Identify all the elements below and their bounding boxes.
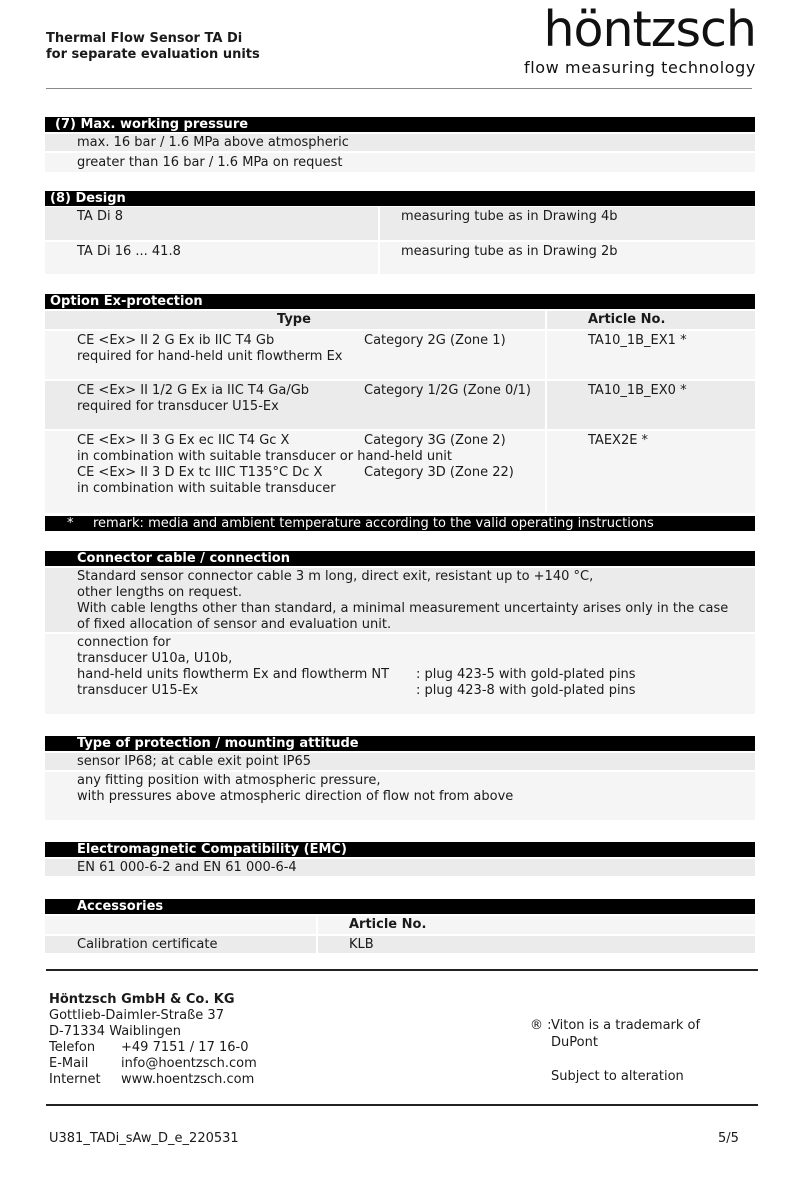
- header-divider: [46, 88, 752, 89]
- ex-row-3-note-dust: in combination with suitable transducer: [77, 481, 336, 496]
- protection-row-2-line2: with pressures above atmospheric direction of flow not from above: [77, 789, 514, 804]
- ex-row-2-note: required for transducer U15-Ex: [77, 399, 279, 414]
- footer-city: D-71334 Waiblingen: [49, 1024, 181, 1039]
- ex-row-3: [45, 431, 755, 513]
- protection-heading-text: Type of protection / mounting attitude: [77, 736, 359, 751]
- ex-row-2-category: Category 1/2G (Zone 0/1): [364, 383, 531, 398]
- design-row-2-model: TA Di 16 ... 41.8: [77, 244, 181, 259]
- pressure-row-1: [45, 134, 755, 151]
- column-divider: [378, 207, 380, 240]
- ex-remark-bar: [45, 516, 755, 531]
- ex-row-3-marking-dust: CE <Ex> II 3 D Ex tc IIIC T135°C Dc X: [77, 465, 323, 480]
- ex-row-2-article: TA10_1B_EX0 *: [588, 383, 687, 398]
- column-divider: [316, 916, 318, 934]
- column-divider: [545, 331, 547, 379]
- design-row-2-desc: measuring tube as in Drawing 2b: [401, 244, 618, 259]
- footer-web: www.hoentzsch.com: [121, 1072, 255, 1087]
- connector-heading-text: Connector cable / connection: [77, 551, 290, 566]
- remark-asterisk: *: [67, 516, 74, 531]
- ex-heading-text: Option Ex-protection: [50, 294, 203, 309]
- footer-divider-top: [46, 969, 758, 971]
- design-heading-text: (8) Design: [50, 191, 126, 206]
- section-heading-pressure: [45, 117, 755, 132]
- footer-web-label: Internet: [49, 1072, 101, 1087]
- pressure-row-2: [45, 153, 755, 172]
- accessories-header-row: [45, 916, 755, 934]
- column-divider: [316, 936, 318, 953]
- ex-row-1-note: required for hand-held unit flowtherm Ex: [77, 349, 343, 364]
- trademark-symbol: ® :: [530, 1018, 552, 1033]
- accessories-item: Calibration certificate: [77, 937, 218, 952]
- section-heading-connector: [45, 551, 755, 566]
- document-title: [46, 31, 260, 63]
- connector-p1-line2: other lengths on request.: [77, 585, 242, 600]
- emc-heading-text: Electromagnetic Compatibility (EMC): [77, 842, 347, 857]
- footer-divider-bottom: [46, 1104, 758, 1106]
- alteration-note: Subject to alteration: [551, 1069, 684, 1084]
- column-divider: [378, 242, 380, 274]
- ex-row-3-marking: CE <Ex> II 3 G Ex ec IIC T4 Gc X: [77, 433, 290, 448]
- footer-mail: info@hoentzsch.com: [121, 1056, 257, 1071]
- connector-p2-device-1: hand-held units flowtherm Ex and flowtherm NT: [77, 667, 390, 682]
- ex-row-1-article: TA10_1B_EX1 *: [588, 333, 687, 348]
- pressure-heading-text: (7) Max. working pressure: [55, 117, 249, 132]
- footer-street: Gottlieb-Daimler-Straße 37: [49, 1008, 224, 1023]
- footer-mail-label: E-Mail: [49, 1056, 89, 1071]
- document-id: U381_TADi_sAw_D_e_220531: [49, 1131, 239, 1146]
- column-divider: [545, 431, 547, 513]
- connector-row-1: [45, 568, 755, 632]
- connector-p2-line1: connection for: [77, 635, 171, 650]
- ex-row-2: [45, 381, 755, 429]
- accessories-heading-text: Accessories: [77, 899, 164, 914]
- design-row-2: [45, 242, 755, 274]
- trademark-line-1: Viton is a trademark of: [551, 1018, 701, 1033]
- ex-row-1: [45, 331, 755, 379]
- footer-company: Höntzsch GmbH & Co. KG: [49, 992, 235, 1007]
- section-heading-emc: [45, 842, 755, 857]
- ex-row-3-article: TAEX2E *: [588, 433, 649, 448]
- accessories-row: [45, 936, 755, 953]
- title-line-1: Thermal Flow Sensor TA Di: [46, 31, 243, 46]
- ex-row-3-note: in combination with suitable transducer or hand-held unit: [77, 449, 453, 464]
- section-heading-accessories: [45, 899, 755, 914]
- section-heading-ex-protection: [45, 294, 755, 309]
- ex-row-1-category: Category 2G (Zone 1): [364, 333, 506, 348]
- connector-p1-line4: of fixed allocation of sensor and evaluation unit.: [77, 617, 392, 632]
- design-row-1-desc: measuring tube as in Drawing 4b: [401, 209, 618, 224]
- column-divider: [545, 311, 547, 329]
- design-row-1: [45, 207, 755, 240]
- footer-tel-label: Telefon: [49, 1040, 96, 1055]
- ex-row-1-marking: CE <Ex> II 2 G Ex ib IIC T4 Gb: [77, 333, 275, 348]
- emc-row-text: EN 61 000-6-2 and EN 61 000-6-4: [77, 860, 297, 875]
- company-logo: [524, 1, 756, 78]
- title-line-2: for separate evaluation units: [46, 47, 260, 62]
- connector-p1-line3: With cable lengths other than standard, a minimal measurement uncertainty arises only in the case: [77, 601, 729, 616]
- pressure-row-1-text: max. 16 bar / 1.6 MPa above atmospheric: [77, 135, 349, 150]
- connector-row-2: [45, 634, 755, 714]
- protection-row-1: [45, 753, 755, 770]
- ex-col-type: Type: [277, 312, 311, 327]
- logo-wordmark: höntzsch: [543, 1, 756, 58]
- connector-p2-line2: transducer U10a, U10b,: [77, 651, 233, 666]
- ex-row-2-marking: CE <Ex> II 1/2 G Ex ia IIC T4 Ga/Gb: [77, 383, 310, 398]
- trademark-line-2: DuPont: [551, 1035, 598, 1050]
- section-heading-design: [45, 191, 755, 206]
- emc-row: [45, 859, 755, 876]
- ex-row-3-category-dust: Category 3D (Zone 22): [364, 465, 514, 480]
- logo-tagline: flow measuring technology: [524, 58, 756, 77]
- column-divider: [545, 381, 547, 429]
- connector-p2-plug-1: : plug 423-5 with gold-plated pins: [416, 667, 636, 682]
- ex-col-article: Article No.: [588, 312, 666, 327]
- protection-row-2-line1: any fitting position with atmospheric pressure,: [77, 773, 381, 788]
- remark-text: remark: media and ambient temperature according to the valid operating instructions: [93, 516, 654, 531]
- design-row-1-model: TA Di 8: [77, 209, 123, 224]
- connector-p2-plug-2: : plug 423-8 with gold-plated pins: [416, 683, 636, 698]
- ex-row-3-category: Category 3G (Zone 2): [364, 433, 506, 448]
- connector-p1-line1: Standard sensor connector cable 3 m long, direct exit, resistant up to +140 °C,: [77, 569, 594, 584]
- ex-table-header: [45, 311, 755, 329]
- protection-row-1-text: sensor IP68; at cable exit point IP65: [77, 754, 312, 769]
- connector-p2-device-2: transducer U15-Ex: [77, 683, 199, 698]
- footer-tel: +49 7151 / 17 16-0: [121, 1040, 249, 1055]
- pressure-row-2-text: greater than 16 bar / 1.6 MPa on request: [77, 155, 343, 170]
- section-heading-protection: [45, 736, 755, 751]
- accessories-article: KLB: [349, 937, 374, 952]
- accessories-col-article: Article No.: [349, 917, 427, 932]
- page-number: 5/5: [718, 1131, 739, 1146]
- protection-row-2: [45, 772, 755, 820]
